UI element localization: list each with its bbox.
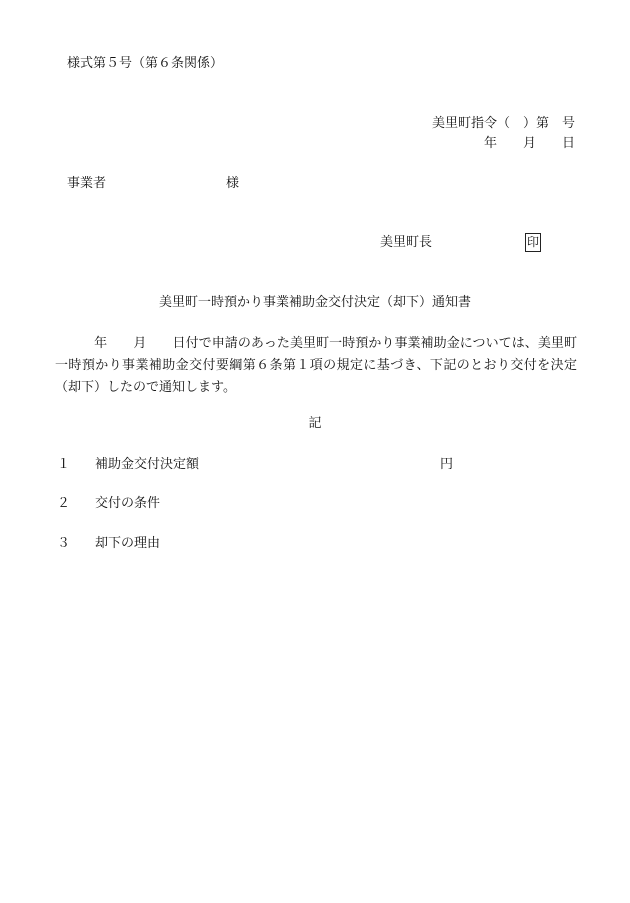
recipient-label: 事業者	[67, 176, 107, 191]
issuer-title: 美里町長	[380, 235, 433, 250]
item-number: ３	[57, 536, 71, 551]
body-paragraph: 年 月 日付で申請のあった美里町一時預かり事業補助金については、美里町一時預かり事業補助金交付要綱第６条第１項の規定に基づき、下記のとおり交付を決定（却下）したので通知します。	[55, 336, 577, 395]
item-label: 却下の理由	[95, 536, 161, 551]
item-number: ２	[57, 496, 71, 511]
recipient-honorific: 様	[226, 176, 240, 191]
item-label: 交付の条件	[95, 496, 161, 511]
form-number: 様式第５号（第６条関係）	[67, 56, 224, 71]
item-label: 補助金交付決定額	[95, 457, 200, 472]
seal-mark: 印	[525, 233, 541, 252]
directive-number: 美里町指令（ ）第 号	[431, 116, 575, 131]
document-title: 美里町一時預かり事業補助金交付決定（却下）通知書	[158, 295, 471, 310]
issue-date: 年 月 日	[483, 136, 575, 151]
item-unit: 円	[440, 457, 454, 472]
item-number: １	[57, 457, 71, 472]
ki-label: 記	[308, 416, 322, 431]
